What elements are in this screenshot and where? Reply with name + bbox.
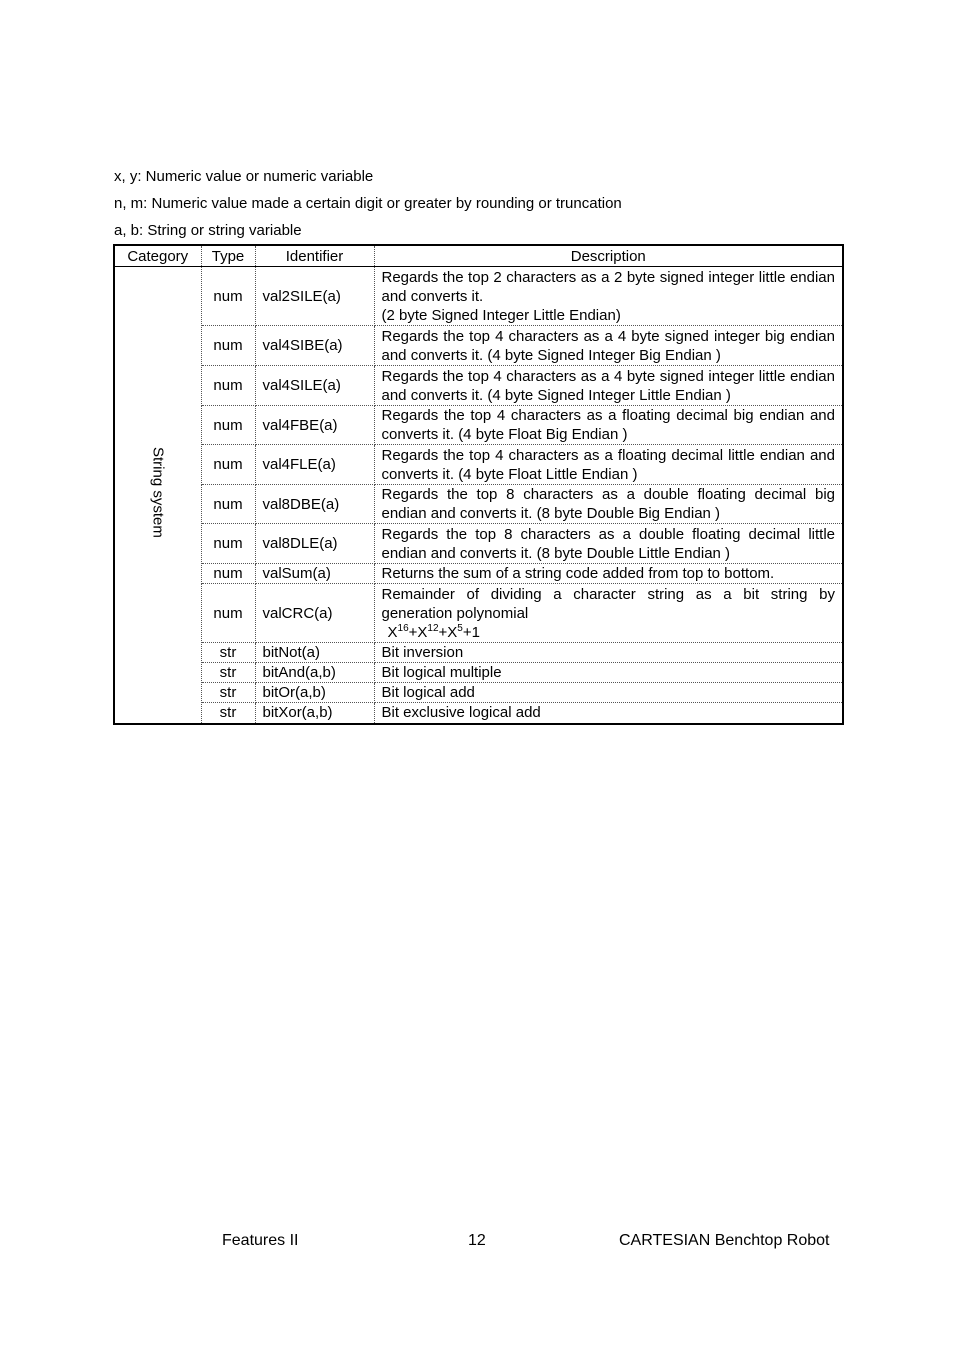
identifier-cell: val4SIBE(a) [255, 326, 374, 366]
description-cell: Bit exclusive logical add [374, 703, 843, 724]
footer-section-title: Features II [222, 1232, 299, 1249]
identifier-cell: bitXor(a,b) [255, 703, 374, 724]
description-cell [374, 267, 843, 326]
type-cell: str [201, 643, 255, 663]
category-label: String system [149, 446, 167, 538]
legend-line-nm: n, m: Numeric value made a certain digit or greater by rounding or truncation [114, 195, 622, 212]
table-row [114, 703, 843, 724]
type-cell: num [201, 366, 255, 406]
table-row [114, 524, 843, 564]
identifier-cell: valSum(a) [255, 564, 374, 584]
identifier-cell: val4FBE(a) [255, 406, 374, 445]
table-row [114, 683, 843, 703]
table-row [114, 267, 843, 326]
table-row [114, 584, 843, 643]
type-cell: str [201, 683, 255, 703]
table-header-row [114, 245, 843, 267]
type-cell: num [201, 445, 255, 485]
description-cell: Returns the sum of a string code added from top to bottom. [374, 564, 843, 584]
table-row [114, 564, 843, 584]
description-cell: Regards the top 4 characters as a 4 byte signed integer big endian and converts it. (4 byte Signed Integer Big Endian ) [374, 326, 843, 366]
table-row [114, 643, 843, 663]
function-table [113, 244, 844, 725]
description-text: Regards the top 2 characters as a 2 byte signed integer little endian and converts it. [381, 268, 835, 305]
identifier-cell: val8DBE(a) [255, 485, 374, 524]
description-cell: Regards the top 8 characters as a double floating decimal big endian and converts it. (8 byte Double Big Endian ) [374, 485, 843, 524]
type-cell: num [201, 406, 255, 445]
table-row [114, 406, 843, 445]
description-cell: Regards the top 4 characters as a floating decimal big endian and converts it. (4 byte Float Big Endian ) [374, 406, 843, 445]
identifier-cell: val2SILE(a) [255, 267, 374, 326]
type-cell: num [201, 564, 255, 584]
identifier-cell: val4FLE(a) [255, 445, 374, 485]
table-row [114, 366, 843, 406]
type-cell: num [201, 326, 255, 366]
type-cell: num [201, 485, 255, 524]
legend-line-xy: x, y: Numeric value or numeric variable [114, 168, 374, 185]
description-cell: Bit logical multiple [374, 663, 843, 683]
description-cell: Regards the top 4 characters as a 4 byte signed integer little endian and converts it. (4 byte Signed Integer Little Endian ) [374, 366, 843, 406]
table-row [114, 326, 843, 366]
description-cell: Regards the top 8 characters as a double floating decimal little endian and converts it. (8 byte Double Little Endian ) [374, 524, 843, 564]
identifier-cell: val8DLE(a) [255, 524, 374, 564]
type-cell: num [201, 267, 255, 326]
header-identifier: Identifier [255, 245, 374, 267]
identifier-cell: bitAnd(a,b) [255, 663, 374, 683]
type-cell: str [201, 703, 255, 724]
table-row [114, 485, 843, 524]
identifier-cell: bitNot(a) [255, 643, 374, 663]
description-cell: Bit inversion [374, 643, 843, 663]
description-text: Remainder of dividing a character string as a bit string by generation polynomial [381, 585, 835, 622]
description-cell: Bit logical add [374, 683, 843, 703]
footer-product-name: CARTESIAN Benchtop Robot [619, 1232, 830, 1249]
footer-page-number: 12 [468, 1232, 486, 1249]
header-description: Description [374, 245, 843, 267]
identifier-cell: bitOr(a,b) [255, 683, 374, 703]
table-row [114, 663, 843, 683]
type-cell: str [201, 663, 255, 683]
identifier-cell: val4SILE(a) [255, 366, 374, 406]
type-cell: num [201, 524, 255, 564]
type-cell: num [201, 584, 255, 643]
table-row [114, 445, 843, 485]
category-cell [114, 267, 201, 724]
description-cell: Regards the top 4 characters as a floating decimal little endian and converts it. (4 byte Float Little Endian ) [374, 445, 843, 485]
header-category: Category [114, 245, 201, 267]
header-type: Type [201, 245, 255, 267]
description-cell [374, 584, 843, 643]
legend-line-ab: a, b: String or string variable [114, 222, 302, 239]
identifier-cell: valCRC(a) [255, 584, 374, 643]
description-note: (2 byte Signed Integer Little Endian) [381, 306, 621, 324]
crc-polynomial: $X^{16}+X^{12}+X^5+1$ [387, 622, 480, 641]
